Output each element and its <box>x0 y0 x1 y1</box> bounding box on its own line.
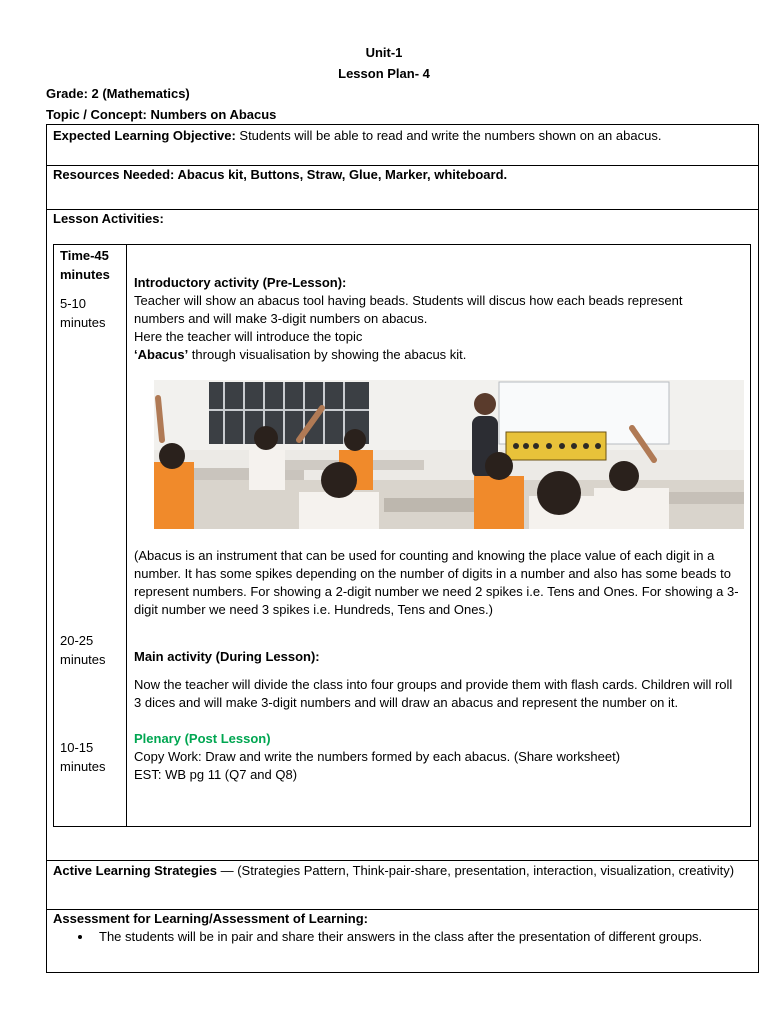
topic-line: Topic / Concept: Numbers on Abacus <box>46 107 277 122</box>
main-heading: Main activity (During Lesson): <box>134 649 320 664</box>
est-line: EST: WB pg 11 (Q7 and Q8) <box>134 767 298 782</box>
classroom-photo <box>154 380 744 529</box>
time-intro: 5-10 minutes <box>60 296 106 330</box>
abacus-note: (Abacus is an instrument that can be used for counting and knowing the place value of each digit in a number. It has some spikes depending on the number of digits in a number and also has some beads to represent numbers. For showing a 2-digit number we need 2 spikes i.e. Tens and Ones. For showing a 3-digit number we need 3 spikes i.e. Hundreds, Tens and Ones.) <box>134 548 739 617</box>
intro-line-2: numbers and will make 3-digit numbers on abacus. <box>134 311 428 326</box>
strategies-row <box>46 860 759 910</box>
assessment-row <box>46 909 759 973</box>
time-main: 20-25 minutes <box>60 633 106 667</box>
objective-text <box>47 127 667 145</box>
intro-line-3: Here the teacher will introduce the topic <box>134 329 363 344</box>
intro-heading: Introductory activity (Pre-Lesson): <box>134 275 347 290</box>
objective-label: Expected Learning Objective: <box>53 128 236 143</box>
intro-tail: through visualisation by showing the abacus kit. <box>188 347 467 362</box>
grade-line: Grade: 2 (Mathematics) <box>46 86 190 101</box>
unit-title: Unit-1 <box>365 45 403 60</box>
column-divider <box>126 244 127 827</box>
assessment-bullet: • The students will be in pair and share their answers in the class after the presentation of different groups. <box>93 928 747 946</box>
main-text: Now the teacher will divide the class into four groups and provide them with flash cards. Children will roll 3 dices and will make 3-digit numbers and will draw an abacus and represent the number on it. <box>134 677 733 710</box>
copy-work-line: Copy Work: Draw and write the numbers formed by each abacus. (Share worksheet) <box>134 749 621 764</box>
resources-row <box>46 165 759 210</box>
classroom-photo-graphic <box>154 380 744 529</box>
time-plenary: 10-15 minutes <box>60 740 106 774</box>
strategies-label: Active Learning Strategies <box>53 863 217 878</box>
assessment-list <box>47 928 747 946</box>
lesson-activities-label: Lesson Activities: <box>53 211 164 226</box>
strategies-body: — (Strategies Pattern, Think-pair-share, presentation, interaction, visualization, creativity) <box>217 863 735 878</box>
objective-row <box>46 124 759 166</box>
abacus-keyword: ‘Abacus’ <box>134 347 189 362</box>
strategies-text <box>47 862 747 880</box>
intro-line-4 <box>134 346 466 364</box>
lesson-plan-title: Lesson Plan- 4 <box>338 66 430 81</box>
objective-body: Students will be able to read and write the numbers shown on an abacus. <box>235 128 662 143</box>
plenary-heading: Plenary (Post Lesson) <box>134 731 271 746</box>
time-total: Time-45 minutes <box>60 248 110 282</box>
resources-text: Resources Needed: Abacus kit, Buttons, Straw, Glue, Marker, whiteboard. <box>53 167 508 182</box>
intro-line-1: Teacher will show an abacus tool having beads. Students will discus how each beads represent <box>134 293 683 308</box>
assessment-label: Assessment for Learning/Assessment of Learning: <box>53 911 368 926</box>
